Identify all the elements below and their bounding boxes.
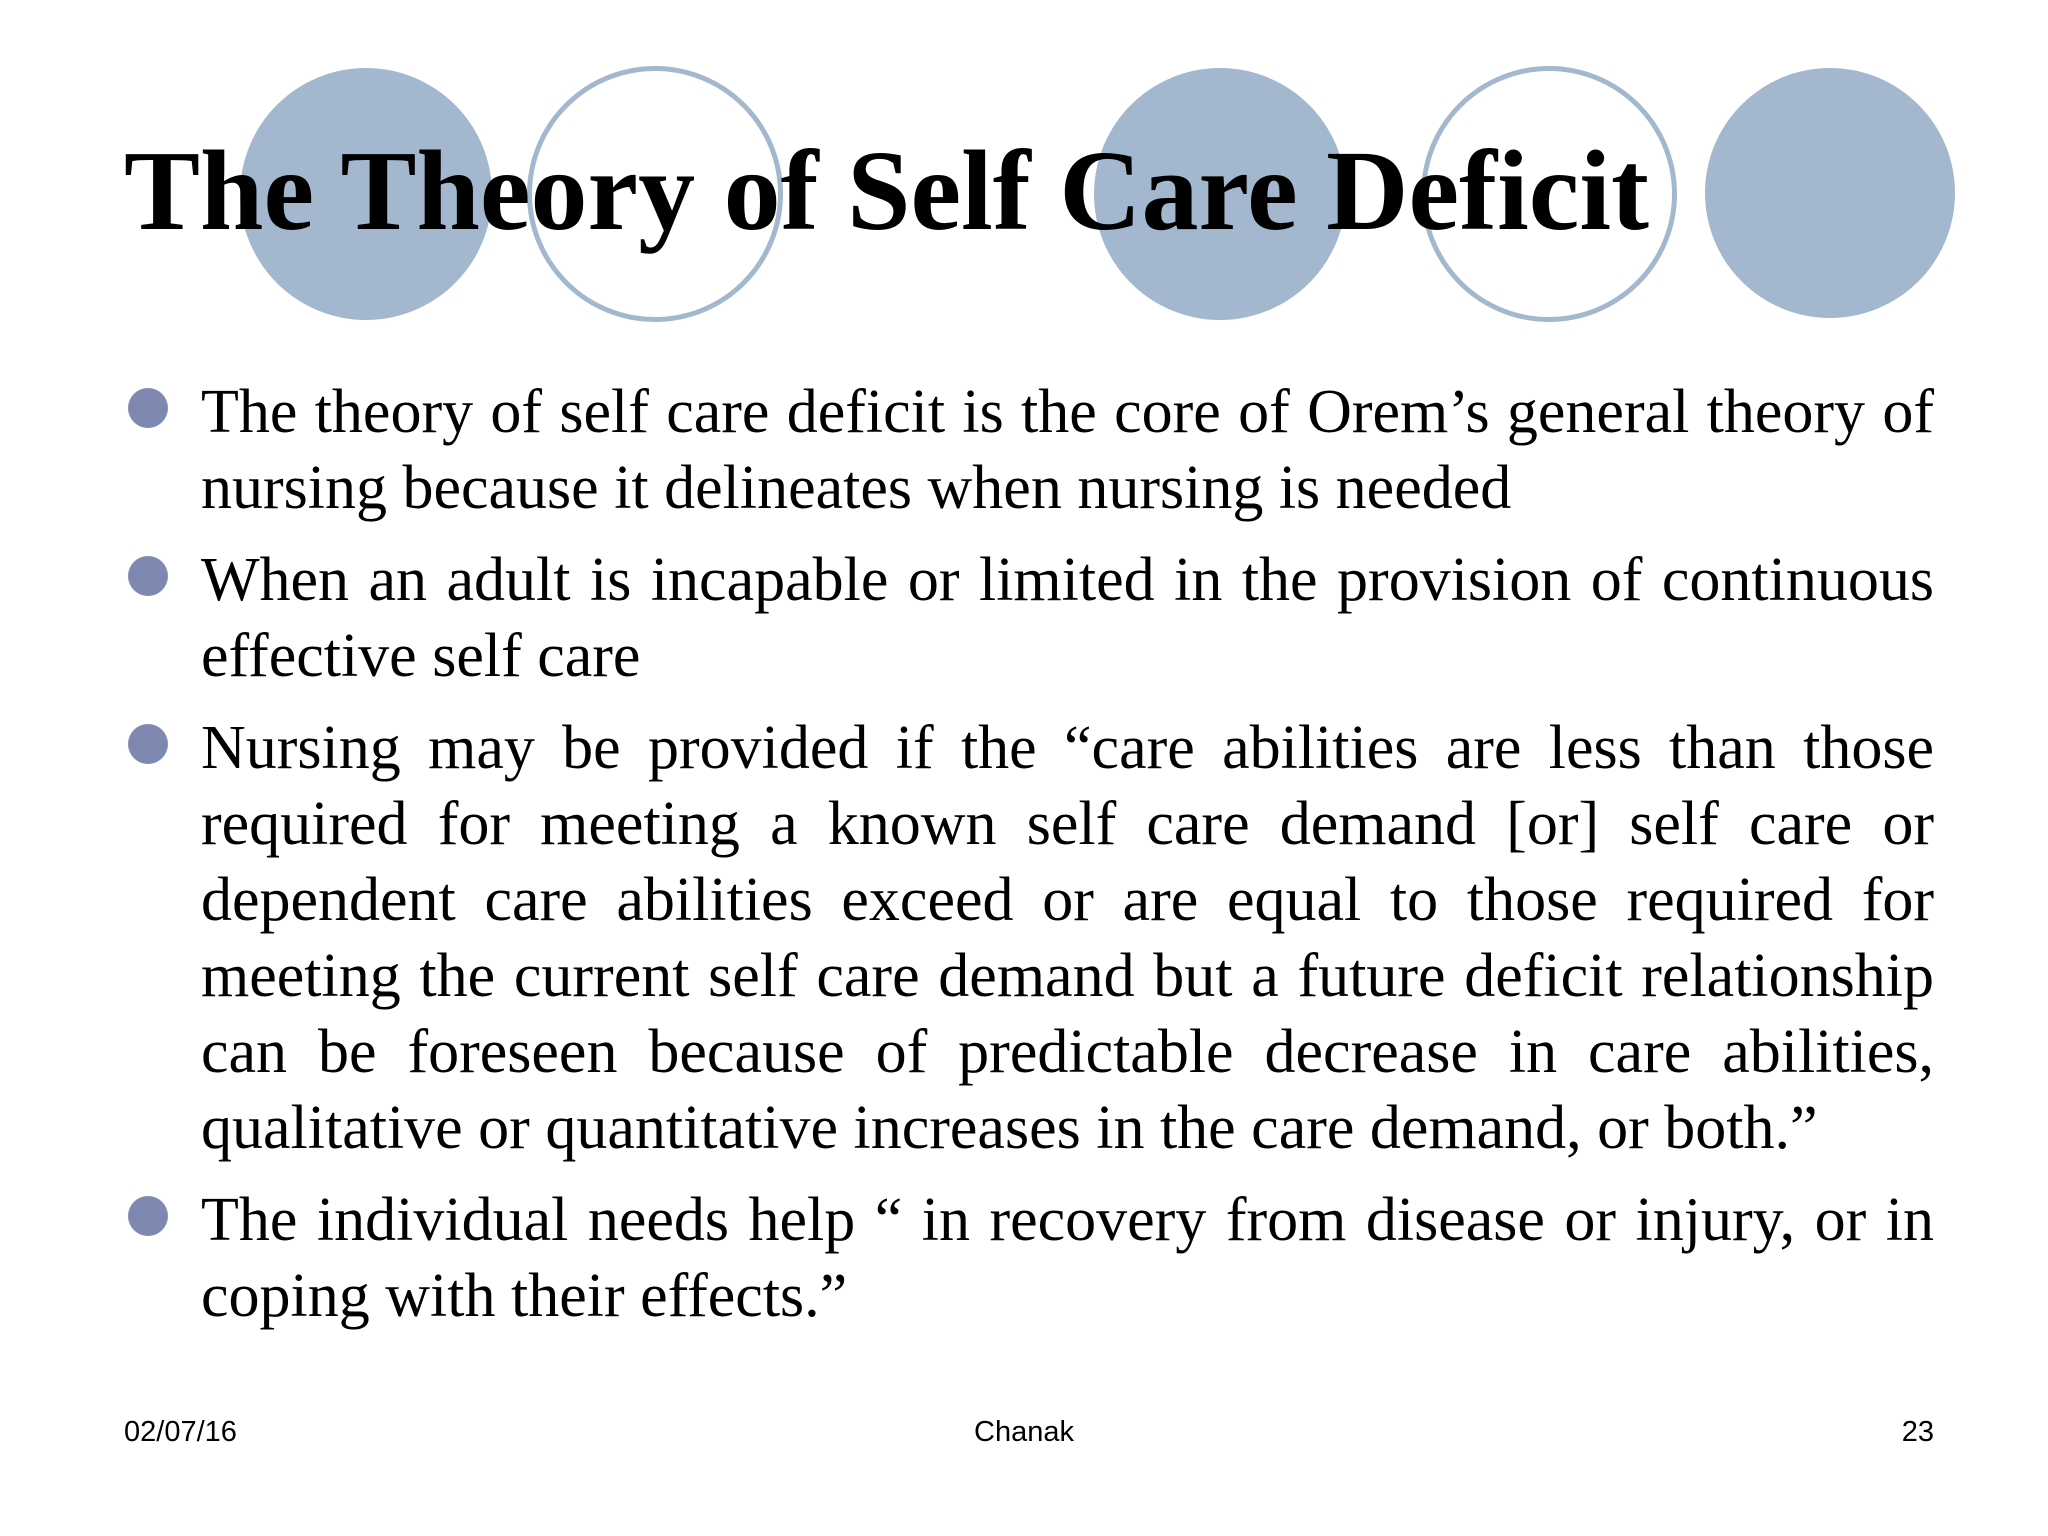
footer-author: Chanak [974,1416,1074,1448]
bullet-text: The theory of self care deficit is the core of Orem’s general theory of nursing because it delineates when nursing is needed [201,378,1934,522]
bullet-dot-icon [128,724,168,764]
slide-title: The Theory of Self Care Deficit [124,127,1649,254]
bullet-item [124,374,1934,526]
footer-page-number: 23 [1901,1416,1934,1448]
bullet-text: The individual needs help “ in recovery from disease or injury, or in coping with their effects.” [201,1186,1934,1330]
bullet-dot-icon [128,1196,168,1236]
bullet-list [124,374,1934,1350]
footer-date: 02/07/16 [124,1416,237,1448]
decorative-circle-filled [1705,68,1955,318]
bullet-dot-icon [128,388,168,428]
bullet-item [124,1182,1934,1334]
bullet-item [124,710,1934,1166]
bullet-dot-icon [128,556,168,596]
bullet-text: When an adult is incapable or limited in the provision of continuous effective self care [201,546,1934,690]
bullet-item [124,542,1934,694]
bullet-text: Nursing may be provided if the “care abilities are less than those required for meeting a known self care demand [or] self care or dependent care abilities exceed or are equal to those required for meeting the current self care demand but a future deficit relationship can be foreseen because of predictable decrease in care abilities, qualitative or quantitative increases in the care demand, or both.” [201,714,1934,1162]
